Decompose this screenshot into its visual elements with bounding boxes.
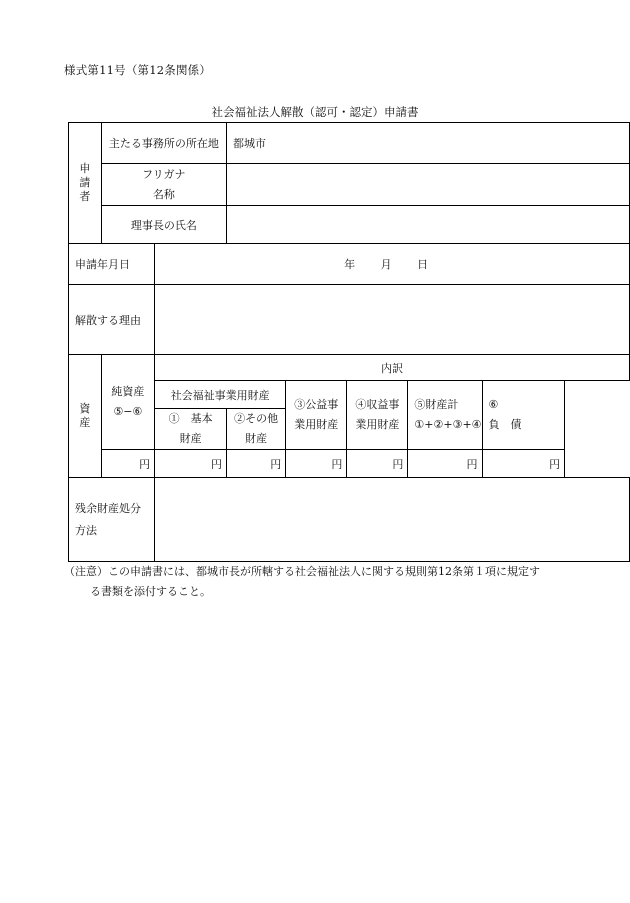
total-property-label: ⑤財産計 ①+②+③+④ [408,381,482,450]
name-row [69,164,630,206]
public-property-amount[interactable]: 円 [286,450,347,478]
basic-property-amount[interactable]: 円 [155,450,227,478]
net-assets-amount[interactable]: 円 [101,450,154,478]
name-label: フリガナ 名称 [101,164,226,206]
other-property-label: ②その他 財産 [227,409,286,450]
note-line-2: る書類を添付すること。 [90,585,211,598]
form-number: 様式第11号（第12条関係） [64,63,212,77]
net-assets-label: 純資産 ⑤−⑥ [101,355,154,450]
date-label: 申請年月日 [69,244,155,285]
residual-row [69,478,630,562]
chair-name-field[interactable] [227,206,630,244]
assets-group-label: 資 産 [69,355,102,478]
social-welfare-property-label: 社会福祉事業用財産 [155,381,286,409]
breakdown-label: 内訳 [155,355,630,381]
chair-row [69,206,630,244]
assets-header-row [69,355,630,381]
debt-amount[interactable]: 円 [482,450,565,478]
profit-property-amount[interactable]: 円 [347,450,408,478]
profit-property-label: ④収益事 業用財産 [347,381,408,450]
document-title: 社会福祉法人解散（認可・認定）申請書 [211,105,419,119]
note-line-1: （注意）この申請書には、都城市長が所轄する社会福祉法人に関する規則第12条第１項に規定す [64,565,540,578]
other-property-amount[interactable]: 円 [227,450,286,478]
residual-field[interactable] [155,478,630,562]
residual-label: 残余財産処分 方法 [69,478,155,562]
basic-property-label: ① 基本 財産 [155,409,227,450]
chair-label: 理事長の氏名 [101,206,226,244]
reason-field[interactable] [155,285,630,355]
applicant-group-label: 申 請 者 [69,123,102,244]
assets-amount-row [69,450,630,478]
total-property-amount[interactable]: 円 [408,450,482,478]
name-field[interactable] [227,164,630,206]
address-label: 主たる事務所の所在地 [101,123,226,164]
date-field[interactable]: 年 月 日 [155,244,630,285]
address-field[interactable]: 都城市 [227,123,630,164]
reason-row [69,285,630,355]
date-row [69,244,630,285]
application-form-table [68,122,630,562]
public-property-label: ③公益事 業用財産 [286,381,347,450]
reason-label: 解散する理由 [69,285,155,355]
note [64,562,574,602]
address-row [69,123,630,164]
debt-label: ⑥ 負 債 [482,381,565,450]
